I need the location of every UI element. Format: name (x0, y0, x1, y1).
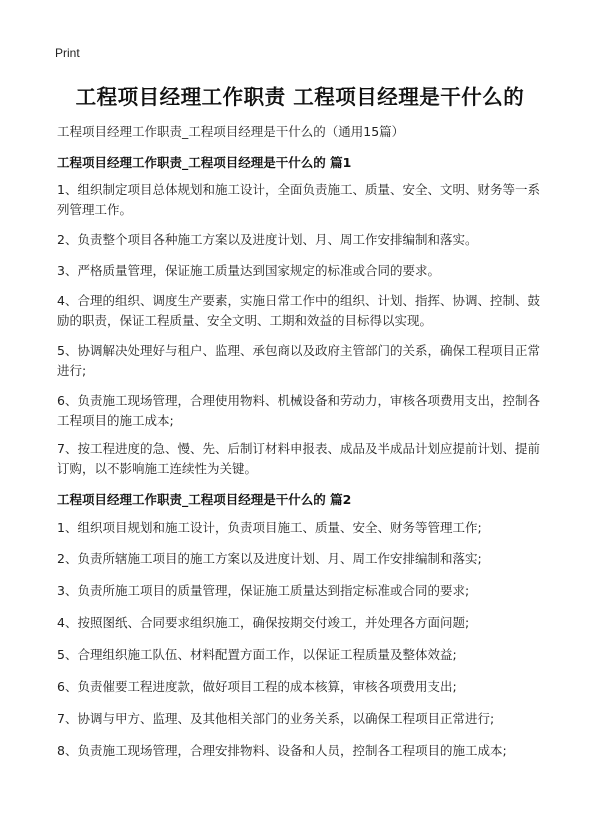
section-1-item-6: 6、负责施工现场管理，合理使用物料、机械设备和劳动力，审核各项费用支出，控制各工程项目的施工成本; (57, 393, 540, 428)
print-link[interactable]: Print (55, 46, 80, 60)
section-2-item-5: 5、合理组织施工队伍、材料配置方面工作，以保证工程质量及整体效益; (57, 647, 457, 662)
section-2-item-2: 2、负责所辖施工项目的施工方案以及进度计划、月、周工作安排编制和落实; (57, 551, 482, 566)
section-2-item-7: 7、协调与甲方、监理、及其他相关部门的业务关系，以确保工程项目正常进行; (57, 711, 495, 726)
section-2-heading: 工程项目经理工作职责_工程项目经理是干什么的 篇2 (57, 492, 352, 507)
section-2-item-8: 8、负责施工现场管理，合理安排物料、设备和人员，控制各工程项目的施工成本; (57, 743, 507, 758)
section-1-heading: 工程项目经理工作职责_工程项目经理是干什么的 篇1 (57, 155, 352, 170)
section-2-item-4: 4、按照图纸、合同要求组织施工，确保按期交付竣工，并处理各方面问题; (57, 615, 470, 630)
section-1-item-3: 3、严格质量管理，保证施工质量达到国家规定的标准或合同的要求。 (57, 263, 440, 278)
section-1-item-1: 1、组织制定项目总体规划和施工设计，全面负责施工、质量、安全、文明、财务等一系列管理工作。 (57, 182, 540, 217)
section-1-item-4: 4、合理的组织、调度生产要素，实施日常工作中的组织、计划、指挥、协调、控制、鼓励的职责，保证工程质量、安全文明、工期和效益的目标得以实现。 (57, 293, 540, 328)
section-2-item-6: 6、负责催要工程进度款，做好项目工程的成本核算，审核各项费用支出; (57, 679, 457, 694)
section-1-item-7: 7、按工程进度的急、慢、先、后制订材料申报表、成品及半成品计划应提前计划、提前订购，以不影响施工连续性为关键。 (57, 441, 540, 476)
section-1-item-2: 2、负责整个项目各种施工方案以及进度计划、月、周工作安排编制和落实。 (57, 232, 478, 247)
section-2-item-3: 3、负责所施工项目的质量管理，保证施工质量达到指定标准或合同的要求; (57, 583, 470, 598)
section-2-item-1: 1、组织项目规划和施工设计，负责项目施工、质量、安全、财务等管理工作; (57, 520, 482, 535)
section-1-item-5: 5、协调解决处理好与租户、监理、承包商以及政府主管部门的关系，确保工程项目正常进行; (57, 343, 540, 378)
document-subtitle: 工程项目经理工作职责_工程项目经理是干什么的（通用15篇） (57, 124, 405, 139)
document-title: 工程项目经理工作职责 工程项目经理是干什么的 (75, 85, 525, 109)
